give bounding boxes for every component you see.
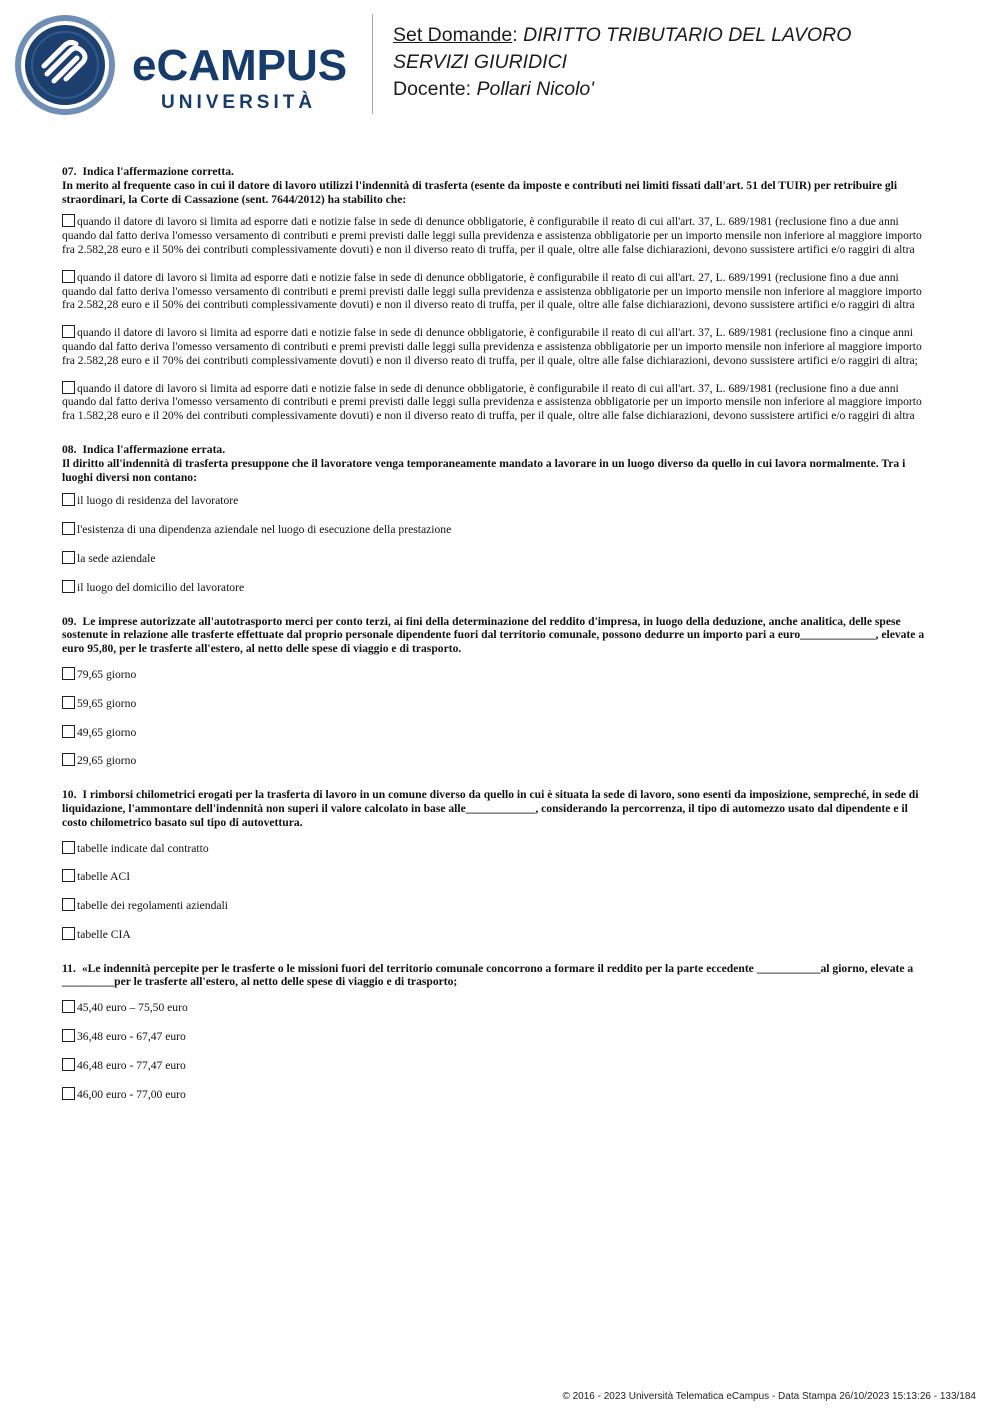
answer-checkbox[interactable] xyxy=(62,325,75,338)
teacher-line: Docente: Pollari Nicolo' xyxy=(393,78,594,100)
answer-option[interactable]: quando il datore di lavoro si limita ad esporre dati e notizie false in sede di denunce obbligatorie, è configurabile il reato di cui all'art. 27, L. 689/1991 (reclusione fino a due anni quando dal fatto deriva l'omesso versamento di contributi e premi previsti dalle leggi sulla previdenza e assistenza obbligatorie per un importo mensile non inferiore al maggiore importo fra 2.582,28 euro e il 50% dei contributi complessivamente dovuti) e non il diverso reato di truffa, per il quale, oltre alle false dichiarazioni, devono sussistere artifici e/o raggiri di altra xyxy=(62,270,922,312)
answer-option[interactable]: 36,48 euro - 67,47 euro xyxy=(62,1029,932,1044)
header-divider xyxy=(372,14,373,114)
answer-checkbox[interactable] xyxy=(62,898,75,911)
answer-option[interactable]: l'esistenza di una dipendenza aziendale nel luogo di esecuzione della prestazione xyxy=(62,522,932,537)
answer-checkbox[interactable] xyxy=(62,381,75,394)
answer-option[interactable]: 79,65 giorno xyxy=(62,667,932,682)
set-label: Set Domande xyxy=(393,24,513,46)
answer-checkbox[interactable] xyxy=(62,667,75,680)
question-08 xyxy=(62,443,932,595)
answer-checkbox[interactable] xyxy=(62,869,75,882)
answer-checkbox[interactable] xyxy=(62,493,75,506)
question-title: 11. «Le indennità percepite per le trasferte o le missioni fuori del territorio comunale concorrono a formare il reddito per la parte eccedente ___________al giorno, elevate a _________per le trasferte all'estero, al netto delle spese di viaggio e di trasporto; xyxy=(62,961,914,989)
question-title: 08. Indica l'affermazione errata. xyxy=(62,442,226,456)
answer-option[interactable]: quando il datore di lavoro si limita ad esporre dati e notizie false in sede di denunce obbligatorie, è configurabile il reato di cui all'art. 37, L. 689/1981 (reclusione fino a cinque anni quando dal fatto deriva l'omesso versamento di contributi e premi previsti dalle leggi sulla previdenza e assistenza obbligatorie per un importo mensile non inferiore al maggiore importo fra 2.582,28 euro e il 70% dei contributi complessivamente dovuti) e non il diverso reato di truffa, per il quale, oltre alle false dichiarazioni, devono sussistere artifici e/o raggiri di altra; xyxy=(62,326,922,367)
question-text: In merito al frequente caso in cui il datore di lavoro utilizzi l'indennità di trasferta (esente da imposte e contributi nei limiti fissati dall'art. 51 del TUIR) per retribuire gli straordinari, la Corte di Cassazione (sent. 7644/2012) ha stabilito che: xyxy=(62,178,898,206)
answer-checkbox[interactable] xyxy=(62,551,75,564)
answer-checkbox[interactable] xyxy=(62,214,75,227)
question-title: 09. Le imprese autorizzate all'autotrasporto merci per conto terzi, ai fini della determinazione del reddito d'impresa, in luogo della deduzione, anche analitica, delle spese sostenute in relazione alle trasferte effettuate dal proprio personale dipendente fuori dal territorio comunale, possono dedurre un importo pari a euro_____________, elevate a euro 95,80, per le trasferte all'estero, al netto delle spese di viaggio e di trasporto. xyxy=(62,614,925,656)
page-footer: © 2016 - 2023 Università Telematica eCampus - Data Stampa 26/10/2023 15:13:26 - 133/184 xyxy=(562,1391,976,1402)
answer-option[interactable]: il luogo del domicilio del lavoratore xyxy=(62,580,932,595)
question-11 xyxy=(62,962,932,1102)
answer-checkbox[interactable] xyxy=(62,725,75,738)
answer-option[interactable]: 29,65 giorno xyxy=(62,753,932,768)
course-title: Set Domande: DIRITTO TRIBUTARIO DEL LAVORO xyxy=(393,24,852,46)
answer-checkbox[interactable] xyxy=(62,927,75,940)
question-09 xyxy=(62,615,932,769)
page-header xyxy=(0,0,1000,125)
question-list xyxy=(62,165,932,1115)
course-line1: DIRITTO TRIBUTARIO DEL LAVORO xyxy=(523,24,852,46)
answer-option[interactable]: tabelle indicate dal contratto xyxy=(62,841,932,856)
answer-option[interactable]: 49,65 giorno xyxy=(62,725,932,740)
answer-checkbox[interactable] xyxy=(62,1087,75,1100)
answer-checkbox[interactable] xyxy=(62,522,75,535)
question-text: Il diritto all'indennità di trasferta presuppone che il lavoratore venga temporaneamente mandato a lavorare in un luogo diverso da quello in cui lavora normalmente. Tra i luoghi diversi non contano: xyxy=(62,456,906,484)
header-info xyxy=(393,22,851,103)
question-title: 07. Indica l'affermazione corretta. xyxy=(62,165,234,178)
answer-checkbox[interactable] xyxy=(62,1029,75,1042)
answer-option[interactable]: tabelle dei regolamenti aziendali xyxy=(62,898,932,913)
teacher-name: Pollari Nicolo' xyxy=(476,78,594,100)
answer-checkbox[interactable] xyxy=(62,580,75,593)
answer-option[interactable]: la sede aziendale xyxy=(62,551,932,566)
answer-option[interactable]: 45,40 euro – 75,50 euro xyxy=(62,1000,932,1015)
answer-checkbox[interactable] xyxy=(62,270,75,283)
answer-option[interactable]: tabelle ACI xyxy=(62,869,932,884)
svg-text:UNIVERSITÀ: UNIVERSITÀ xyxy=(161,92,317,113)
answer-option[interactable]: quando il datore di lavoro si limita ad esporre dati e notizie false in sede di denunce obbligatorie, è configurabile il reato di cui all'art. 37, L. 689/1981 (reclusione fino a due anni quando dal fatto deriva l'omesso versamento di contributi e premi previsti dalle leggi sulla previdenza e assistenza obbligatorie per un importo mensile non inferiore al maggiore importo fra 1.582,28 euro e il 20% dei contributi complessivamente dovuti) e non il diverso reato di truffa, per il quale, oltre alle false dichiarazioni, devono sussistere artifici e/o raggiri di altra xyxy=(62,381,922,423)
question-07 xyxy=(62,165,932,423)
answer-option[interactable]: il luogo di residenza del lavoratore xyxy=(62,493,932,508)
answer-option[interactable]: quando il datore di lavoro si limita ad esporre dati e notizie false in sede di denunce obbligatorie, è configurabile il reato di cui all'art. 37, L. 689/1981 (reclusione fino a due anni quando dal fatto deriva l'omesso versamento di contributi e premi previsti dalle leggi sulla previdenza e assistenza obbligatorie per un importo mensile non inferiore al maggiore importo fra 2.582,28 euro e il 50% dei contributi complessivamente dovuti) e non il diverso reato di truffa, per il quale, oltre alle false dichiarazioni, devono sussistere artifici e/o raggiri di altra xyxy=(62,215,922,256)
answer-checkbox[interactable] xyxy=(62,753,75,766)
answer-checkbox[interactable] xyxy=(62,696,75,709)
answer-option[interactable]: 59,65 giorno xyxy=(62,696,932,711)
answer-checkbox[interactable] xyxy=(62,1058,75,1071)
course-line2: SERVIZI GIURIDICI xyxy=(393,51,568,73)
answer-option[interactable]: 46,48 euro - 77,47 euro xyxy=(62,1058,932,1073)
answer-option[interactable]: tabelle CIA xyxy=(62,927,932,942)
question-10 xyxy=(62,788,932,942)
answer-checkbox[interactable] xyxy=(62,1000,75,1013)
ecampus-logo xyxy=(14,14,366,116)
answer-option[interactable]: 46,00 euro - 77,00 euro xyxy=(62,1087,932,1102)
answer-checkbox[interactable] xyxy=(62,841,75,854)
svg-text:eCAMPUS: eCAMPUS xyxy=(132,41,348,90)
question-title: 10. I rimborsi chilometrici erogati per la trasferta di lavoro in un comune diverso da quello in cui è situata la sede di lavoro, sono esenti da imposizione, sempreché, in sede di liquidazione, l'ammontare dell'indennità non superi il valore calcolato in base alle____________, considerando la percorrenza, il tipo di automezzo usato dal dipendente e il costo chilometrico basato sul tipo di autovettura. xyxy=(62,788,919,829)
